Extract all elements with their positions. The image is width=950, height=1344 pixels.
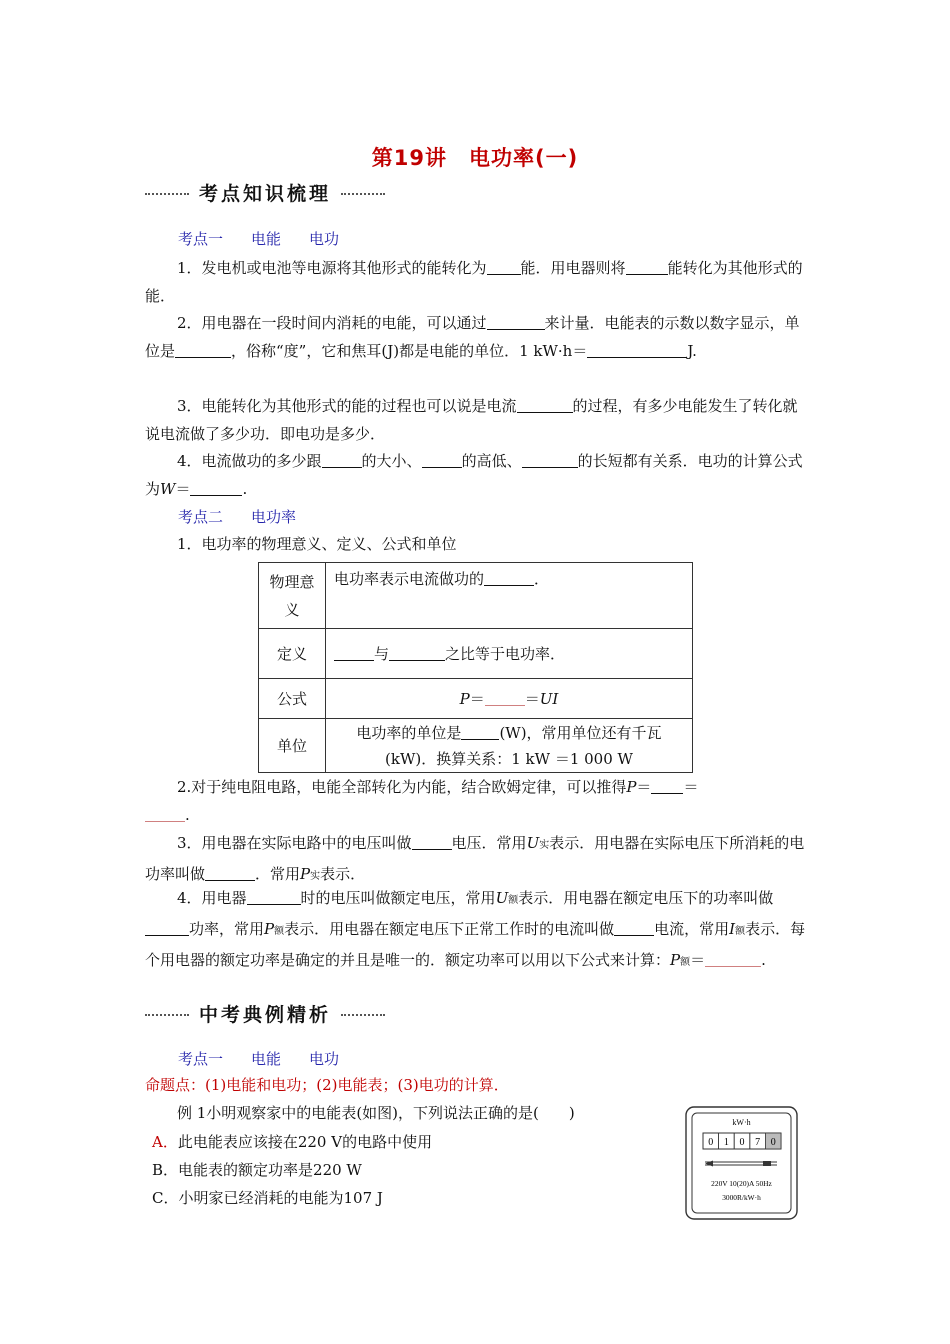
fill-blank bbox=[461, 723, 499, 740]
proposition-points: 命题点：(1)电能和电功；(2)电能表；(3)电功的计算． bbox=[145, 1076, 509, 1094]
paragraph-7 bbox=[145, 884, 807, 977]
formula-var: W bbox=[160, 480, 176, 498]
paragraph-1 bbox=[145, 254, 807, 310]
text: 2．用电器在一段时间内消耗的电能，可以通过 bbox=[177, 314, 487, 332]
text: 1．发电机或电池等电源将其他形式的能转化为 bbox=[177, 259, 487, 277]
text: (W)，常用单位还有千瓦(kW)．换算关系：1 kW ＝1 000 W bbox=[385, 723, 662, 768]
paragraph-table-intro bbox=[145, 530, 807, 558]
dotted-divider bbox=[145, 1014, 189, 1016]
text: 表示．每个用电器的额定功率是确定的并且是唯一的．额定功率可以用以下公式来计算： bbox=[145, 920, 806, 969]
topic-label: 考点一 bbox=[178, 1050, 224, 1068]
text: ＝ bbox=[469, 690, 485, 708]
table-row-label: 公式 bbox=[259, 679, 326, 719]
topic-name: 电功 bbox=[309, 1050, 340, 1068]
formula-var: P bbox=[670, 951, 681, 969]
text: 电压．常用 bbox=[451, 834, 527, 852]
fill-blank bbox=[705, 950, 761, 967]
fill-blank bbox=[145, 805, 185, 822]
text: ＝ bbox=[690, 951, 706, 969]
fill-blank bbox=[626, 258, 668, 275]
section-header-knowledge bbox=[145, 177, 385, 207]
formula-var: I bbox=[729, 920, 736, 938]
subscript: 额 bbox=[508, 895, 519, 906]
electric-meter-figure bbox=[685, 1106, 798, 1220]
option-letter: A． bbox=[152, 1133, 178, 1151]
text: ． bbox=[534, 570, 550, 588]
table-cell bbox=[326, 563, 693, 629]
fill-blank bbox=[190, 479, 242, 496]
page-title: 第19讲 电功率(一) bbox=[371, 146, 579, 170]
meter-digit: 0 bbox=[770, 1137, 776, 1148]
dotted-divider bbox=[341, 193, 385, 195]
table-row-label: 物理意义 bbox=[259, 563, 326, 629]
text: 能转化为其他形式的能． bbox=[145, 259, 803, 305]
text: 电流，常用 bbox=[654, 920, 730, 938]
option-text: 此电能表应该接在220 V的电路中使用 bbox=[177, 1133, 433, 1151]
option-text: C．小明家已经消耗的电能为107 J bbox=[152, 1189, 383, 1207]
paragraph-3 bbox=[145, 392, 807, 448]
fill-blank bbox=[522, 451, 578, 468]
topic-heading-2 bbox=[178, 506, 324, 527]
dotted-divider bbox=[145, 193, 189, 195]
text: 表示．用电器在实际电压下所消耗的电功率叫做 bbox=[145, 834, 805, 883]
formula-var: UI bbox=[539, 690, 559, 708]
table-row-label: 定义 bbox=[259, 629, 326, 679]
meter-digit: 1 bbox=[723, 1137, 729, 1148]
text: J. bbox=[687, 342, 697, 360]
meter-digit: 0 bbox=[739, 1137, 745, 1148]
dotted-divider bbox=[341, 1014, 385, 1016]
text: 1．电功率的物理意义、定义、公式和单位 bbox=[177, 535, 457, 553]
section-title: 中考典例精析 bbox=[199, 1003, 332, 1026]
table-cell bbox=[326, 719, 693, 773]
table-row-label: 单位 bbox=[259, 719, 326, 773]
topic-name: 电能 bbox=[251, 1050, 282, 1068]
subscript: 实 bbox=[539, 840, 550, 851]
option-b bbox=[152, 1159, 362, 1180]
topic-label: 考点一 bbox=[178, 230, 224, 248]
paragraph-5 bbox=[177, 773, 807, 801]
topic-name: 电能 bbox=[251, 230, 282, 248]
table-cell bbox=[326, 679, 693, 719]
text: ＝ bbox=[175, 480, 191, 498]
text: 2.对于纯电阻电路，电能全部转化为内能，结合欧姆定律，可以推得 bbox=[177, 778, 627, 796]
text: 与 bbox=[374, 645, 390, 663]
formula-var: P bbox=[459, 690, 470, 708]
text: 来计量．电能表的示数以数字显示，单位是 bbox=[145, 314, 800, 360]
text: ＝ bbox=[636, 778, 652, 796]
table-row bbox=[259, 719, 693, 773]
formula-var: U bbox=[495, 889, 509, 907]
text: 的大小、 bbox=[361, 452, 422, 470]
section-header-examples bbox=[145, 998, 385, 1028]
subscript: 实 bbox=[310, 871, 321, 882]
text: 时的电压叫做额定电压，常用 bbox=[300, 889, 496, 907]
paragraph-4 bbox=[145, 447, 807, 503]
text: 4．用电器 bbox=[177, 889, 247, 907]
topic-name: 电功 bbox=[309, 230, 340, 248]
meter-digit: 0 bbox=[708, 1137, 714, 1148]
meter-unit: kW·h bbox=[732, 1118, 751, 1127]
fill-blank bbox=[412, 833, 452, 850]
text: 3．电能转化为其他形式的能的过程也可以说是电流 bbox=[177, 397, 517, 415]
text: ．常用 bbox=[255, 865, 301, 883]
text: ＝ bbox=[683, 778, 699, 796]
example-question bbox=[145, 1099, 665, 1127]
fill-blank bbox=[614, 919, 654, 936]
fill-blank bbox=[322, 451, 362, 468]
table-cell bbox=[326, 629, 693, 679]
fill-blank bbox=[175, 341, 231, 358]
table-row bbox=[259, 629, 693, 679]
subscript: 额 bbox=[735, 926, 746, 937]
fill-blank bbox=[334, 644, 374, 661]
text: 4．电流做功的多少跟 bbox=[177, 452, 322, 470]
text: . bbox=[185, 806, 190, 824]
fill-blank bbox=[484, 569, 534, 586]
fill-blank bbox=[247, 888, 301, 905]
fill-blank bbox=[587, 341, 687, 358]
fill-blank bbox=[487, 313, 545, 330]
formula-var: U bbox=[526, 834, 540, 852]
text: 的过程，有多少电能发生了转化就说电流做了多少功．即电功是多少． bbox=[145, 397, 798, 443]
subscript: 额 bbox=[274, 926, 285, 937]
meter-spec: 220V 10(20)A 50Hz bbox=[711, 1179, 772, 1188]
table-row bbox=[259, 679, 693, 719]
fill-blank bbox=[485, 689, 525, 706]
formula-var: P bbox=[264, 920, 275, 938]
fill-blank bbox=[651, 777, 683, 794]
meter-disc-mark bbox=[763, 1161, 771, 1166]
formula-var: P bbox=[300, 865, 311, 883]
text: 电功率的单位是 bbox=[356, 723, 462, 742]
text: 3．用电器在实际电路中的电压叫做 bbox=[177, 834, 412, 852]
fill-blank bbox=[145, 919, 189, 936]
text: . bbox=[761, 951, 766, 969]
table-row bbox=[259, 563, 693, 629]
fill-blank bbox=[205, 864, 255, 881]
text: 表示．用电器在额定电压下的功率叫做 bbox=[518, 889, 774, 907]
fill-blank bbox=[517, 396, 573, 413]
text: ，俗称“度”，它和焦耳(J)都是电能的单位．1 kW·h＝ bbox=[231, 342, 588, 360]
paragraph-5-cont bbox=[145, 801, 807, 829]
fill-blank bbox=[389, 644, 445, 661]
option-text: B．电能表的额定功率是220 W bbox=[152, 1161, 362, 1179]
text: 例 1小明观察家中的电能表(如图)，下列说法正确的是( ) bbox=[177, 1104, 575, 1122]
subscript: 额 bbox=[680, 957, 691, 968]
text: 的高低、 bbox=[461, 452, 522, 470]
meter-revolutions: 3000R/kW·h bbox=[722, 1193, 761, 1202]
paragraph-2 bbox=[145, 309, 807, 365]
topic-heading-3 bbox=[178, 1048, 367, 1069]
option-a bbox=[152, 1131, 432, 1152]
formula-var: P bbox=[626, 778, 637, 796]
text: ＝ bbox=[524, 690, 540, 708]
text: . bbox=[242, 480, 248, 498]
topic-label: 考点二 bbox=[178, 508, 224, 526]
text: 功率，常用 bbox=[189, 920, 265, 938]
definition-table bbox=[258, 562, 693, 773]
text: 的长短都有关系．电功的计算公式为 bbox=[145, 452, 803, 498]
text: 之比等于电功率． bbox=[445, 645, 566, 663]
fill-blank bbox=[422, 451, 462, 468]
text: 能．用电器则将 bbox=[520, 259, 626, 277]
option-c bbox=[152, 1187, 383, 1208]
text: 表示． bbox=[320, 865, 366, 883]
fill-blank bbox=[487, 258, 521, 275]
section-title: 考点知识梳理 bbox=[199, 182, 332, 205]
text: 表示．用电器在额定电压下正常工作时的电流叫做 bbox=[284, 920, 615, 938]
topic-heading-1 bbox=[178, 228, 367, 249]
topic-name: 电功率 bbox=[251, 508, 297, 526]
text: 电功率表示电流做功的 bbox=[334, 570, 485, 588]
meter-digit: 7 bbox=[755, 1137, 761, 1148]
paragraph-6 bbox=[145, 829, 807, 891]
